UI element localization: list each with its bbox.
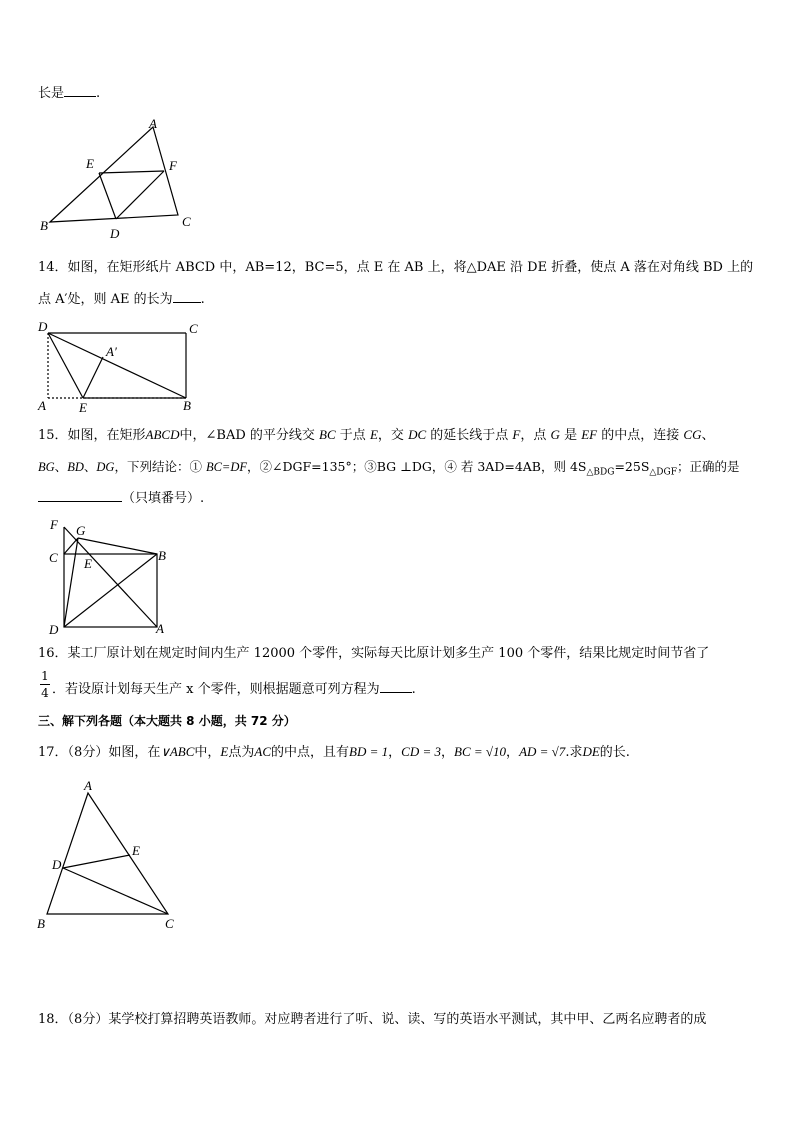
fig15-label-d: D [49, 622, 59, 637]
q15-math: E [369, 427, 378, 442]
q15-text: 、 [701, 428, 715, 443]
q15-subscript: △BDG [586, 467, 615, 478]
q17-math: E [220, 744, 229, 759]
fig15-label-b: B [158, 548, 166, 563]
fig17-triangle-abc [47, 793, 168, 914]
section-3-heading: 三、解下列各题（本大题共 8 小题，共 72 分） [38, 714, 296, 728]
q15-text: ，②∠DGF=135°；③BG ⊥DG，④ 若 3AD=4AB，则 4S [247, 459, 587, 474]
q17-text: 的长. [599, 745, 630, 760]
q15-text: （只填番号）. [122, 491, 205, 506]
q15-text: 的延长线于点 [430, 428, 509, 443]
q15-text: ，点 [520, 428, 547, 443]
q18-line: 18．（8分）某学校打算招聘英语教师。对应聘者进行了听、说、读、写的英语水平测试，其中甲、乙两名应聘者的成 [38, 1012, 707, 1027]
q15-math: BD [67, 460, 84, 474]
fig13-label-d: D [110, 226, 120, 241]
q14-line2: 点 A′处，则 AE 的长为 . [38, 292, 205, 307]
q15-text: 、 [83, 459, 97, 474]
fig17-label-a: A [84, 778, 92, 793]
fig14-label-a: A [38, 398, 46, 413]
fig15-label-c: C [49, 550, 58, 565]
fig14-label-e: E [79, 400, 87, 415]
q17-text: ， [388, 745, 402, 760]
fig14-label-c: C [189, 321, 198, 336]
fig15-label-g: G [76, 523, 86, 538]
q17-math: CD = 3 [401, 744, 441, 759]
q16-line2: ．若设原计划每天生产 x 个零件，则根据题意可列方程为 . [52, 682, 416, 697]
fig14-label-b: B [183, 398, 191, 413]
q17-text: 中， [194, 745, 221, 760]
q15-subscript: △DGF [649, 467, 677, 478]
fig13-label-f: F [169, 158, 177, 173]
q15-text: 、 [54, 459, 68, 474]
q15-text: 15．如图，在矩形 [38, 428, 146, 443]
q17-text: ， [506, 745, 520, 760]
q15-text: ，交 [377, 428, 404, 443]
fig17-segment-de [63, 855, 130, 868]
q16-text: ．若设原计划每天生产 x 个零件，则根据题意可列方程为 [52, 682, 380, 697]
fig17-label-e: E [132, 843, 140, 858]
q15-text: 是 [564, 428, 578, 443]
q15-text: 中，∠BAD 的平分线交 [179, 428, 315, 443]
q15-math: CG [683, 427, 702, 442]
q17-text: .求 [565, 745, 583, 760]
fig17-label-b: B [37, 916, 45, 931]
fig13-label-b: B [40, 218, 48, 233]
q15-text: 于点 [339, 428, 366, 443]
fig13-label-a: A [149, 116, 157, 131]
q16-line1: 16．某工厂原计划在规定时间内生产 12000 个零件，实际每天比原计划多生产 100 个零件，结果比规定时间节省了 [38, 646, 710, 661]
fig13-label-c: C [182, 214, 191, 229]
fig15-label-f: F [50, 517, 58, 532]
fig14-label-d: D [38, 319, 48, 334]
q17-text: 点为 [228, 745, 255, 760]
q15-math: F [512, 427, 521, 442]
q15-text: ；正确的是 [676, 459, 740, 474]
q15-math: DC [408, 427, 427, 442]
q17-math: AC [254, 744, 272, 759]
q14-line2-text: 点 A′处，则 AE 的长为 [38, 292, 173, 307]
fig14-label-a-prime: A′ [106, 344, 117, 359]
q15-math: BG [38, 460, 55, 474]
fig15-label-a: A [156, 621, 164, 636]
q17-math: DE [582, 744, 600, 759]
q15-text: ，下列结论：① [114, 459, 202, 474]
fig17-label-d: D [52, 857, 62, 872]
q17-math: AD = √7 [519, 744, 566, 759]
q17-text: 的中点，且有 [271, 745, 350, 760]
q17-math: BD = 1 [349, 744, 389, 759]
q17-math: ∨ABC [160, 744, 195, 759]
fig13-label-e: E [86, 156, 94, 171]
fig15-label-e: E [84, 556, 92, 571]
fig17-label-c: C [165, 916, 174, 931]
q17-math: BC = √10 [454, 744, 507, 759]
q15-math: BC=DF [205, 460, 248, 474]
q13-tail: 长是 . [38, 86, 101, 101]
q15-text: 的中点，连接 [601, 428, 680, 443]
q17-text: ， [441, 745, 455, 760]
q15-math: G [550, 427, 560, 442]
q15-text: =25S [614, 459, 650, 474]
q15-math: EF [581, 427, 598, 442]
q17-text: 17．（8分）如图，在 [38, 745, 161, 760]
q15-math: BC [319, 427, 336, 442]
q16-fraction-denominator: 4 [41, 686, 49, 700]
q15-math: ABCD [145, 427, 180, 442]
q14-line1: 14．如图，在矩形纸片 ABCD 中，AB=12，BC=5，点 E 在 AB 上，将△DAE 沿 DE 折叠，使点 A 落在对角线 BD 上的 [38, 260, 754, 275]
q16-fraction-numerator: 1 [41, 669, 49, 683]
q15-math: DG [96, 460, 115, 474]
q13-text: 长是 [38, 86, 65, 101]
